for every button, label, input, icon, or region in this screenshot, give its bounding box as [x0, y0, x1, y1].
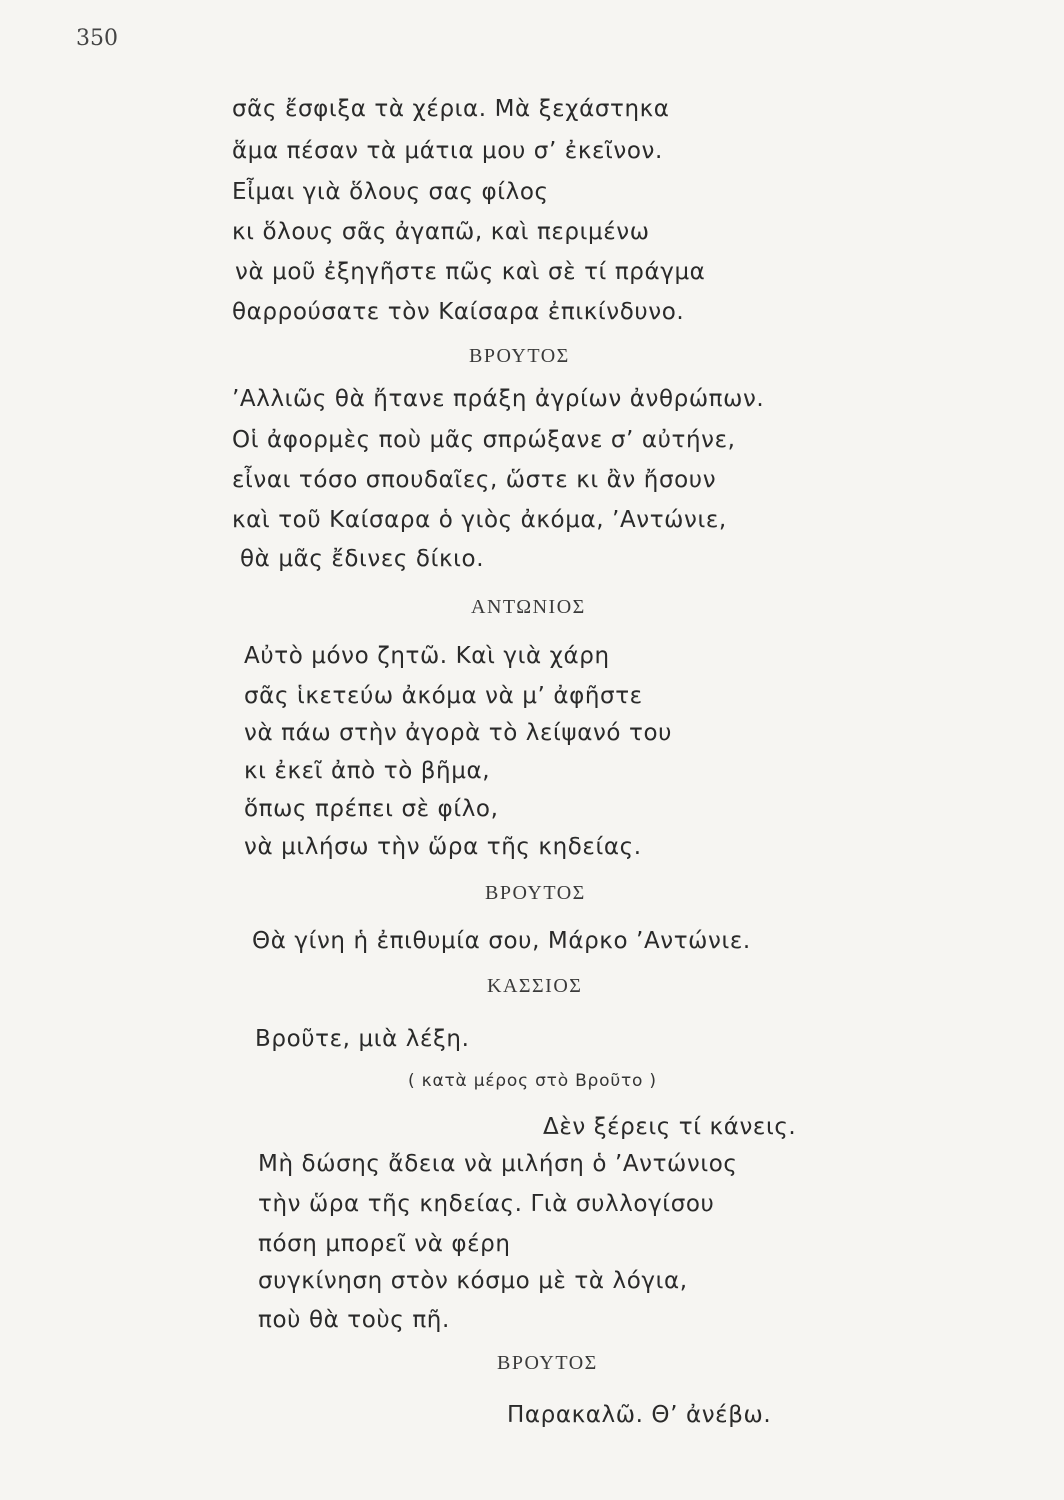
- verse-line: ὅπως πρέπει σὲ φίλο,: [244, 796, 499, 822]
- verse-line: συγκίνηση στὸν κόσμο μὲ τὰ λόγια,: [258, 1268, 688, 1294]
- page-number: 350: [76, 26, 118, 51]
- verse-line: Εἶμαι γιὰ ὅλους σας φίλος: [232, 179, 549, 205]
- verse-line: εἶναι τόσο σπουδαῖες, ὥστε κι ἂν ἤσουν: [232, 467, 717, 493]
- verse-line: Θὰ γίνη ἡ ἐπιθυμία σου, Μάρκο ’Αντώνιε.: [252, 928, 751, 954]
- verse-line: ’Αλλιῶς θὰ ἤτανε πράξη ἀγρίων ἀνθρώπων.: [232, 386, 765, 412]
- verse-line: τὴν ὥρα τῆς κηδείας. Γιὰ συλλογίσου: [258, 1191, 715, 1217]
- stage-direction: ( κατὰ μέρος στὸ Βροῦτο ): [408, 1071, 657, 1091]
- speaker-name: ΒΡΟΥΤΟΣ: [469, 345, 570, 367]
- verse-line: θαρρούσατε τὸν Καίσαρα ἐπικίνδυνο.: [232, 299, 685, 325]
- verse-line: Βροῦτε, μιὰ λέξη.: [255, 1026, 470, 1052]
- speaker-name: ΑΝΤΩΝΙΟΣ: [471, 596, 586, 618]
- speaker-name: ΚΑΣΣΙΟΣ: [487, 975, 583, 997]
- verse-line: ποὺ θὰ τοὺς πῆ.: [258, 1307, 450, 1333]
- verse-line: πόση μπορεῖ νὰ φέρη: [258, 1231, 511, 1257]
- verse-line: κι ὅλους σᾶς ἀγαπῶ, καὶ περιμένω: [232, 219, 650, 245]
- verse-line: θὰ μᾶς ἔδινες δίκιο.: [240, 546, 485, 572]
- verse-line: νὰ μιλήσω τὴν ὥρα τῆς κηδείας.: [244, 834, 642, 860]
- verse-line: νὰ μοῦ ἐξηγῆστε πῶς καὶ σὲ τί πράγμα: [235, 259, 706, 285]
- verse-line: Μὴ δώσης ἄδεια νὰ μιλήση ὁ ’Αντώνιος: [258, 1151, 738, 1177]
- verse-line: καὶ τοῦ Καίσαρα ὁ γιὸς ἀκόμα, ’Αντώνιε,: [232, 507, 727, 533]
- verse-line: Παρακαλῶ. Θ’ ἀνέβω.: [507, 1402, 772, 1428]
- verse-line: κι ἐκεῖ ἀπὸ τὸ βῆμα,: [244, 758, 491, 784]
- verse-line: σᾶς ἱκετεύω ἀκόμα νὰ μ’ ἀφῆστε: [244, 683, 643, 709]
- verse-line: σᾶς ἔσφιξα τὰ χέρια. Μὰ ξεχάστηκα: [232, 96, 670, 122]
- verse-line: ἅμα πέσαν τὰ μάτια μου σ’ ἐκεῖνον.: [232, 138, 663, 164]
- verse-line: Οἱ ἀφορμὲς ποὺ μᾶς σπρώξανε σ’ αὐτήνε,: [232, 427, 736, 453]
- verse-line: Αὐτὸ μόνο ζητῶ. Καὶ γιὰ χάρη: [244, 643, 610, 669]
- speaker-name: ΒΡΟΥΤΟΣ: [485, 882, 586, 904]
- verse-line: νὰ πάω στὴν ἀγορὰ τὸ λείψανό του: [244, 720, 673, 746]
- speaker-name: ΒΡΟΥΤΟΣ: [497, 1352, 598, 1374]
- verse-line: Δὲν ξέρεις τί κάνεις.: [543, 1114, 797, 1140]
